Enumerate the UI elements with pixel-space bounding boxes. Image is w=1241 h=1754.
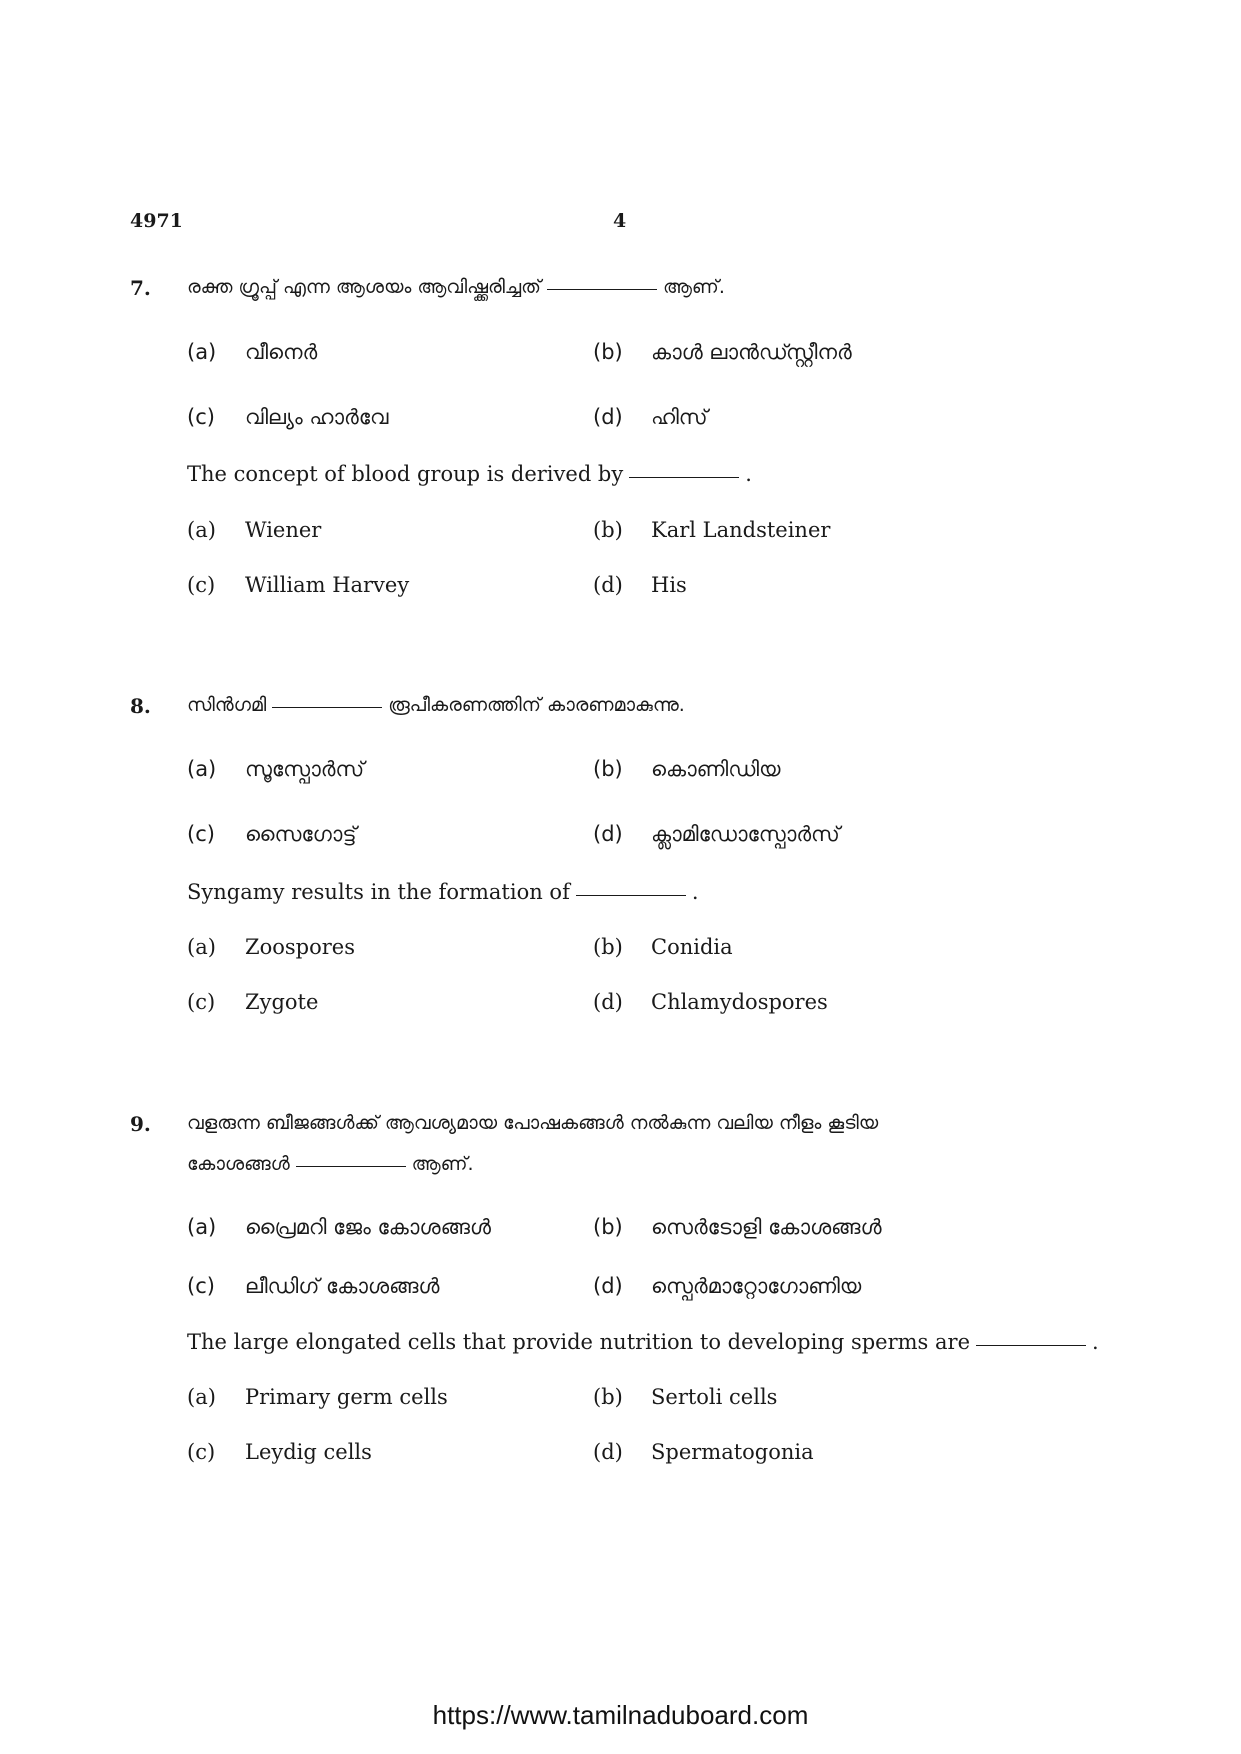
option-a-ml: (a) വീനെർ bbox=[187, 340, 318, 364]
footer-url: https://www.tamilnaduboard.com bbox=[432, 1700, 809, 1730]
answer-blank bbox=[976, 1344, 1086, 1346]
option-c-ml: (c) വില്യം ഹാർവേ bbox=[187, 405, 389, 429]
option-c-en: (c) Leydig cells bbox=[187, 1440, 372, 1464]
answer-blank bbox=[296, 1165, 406, 1167]
option-c-ml: (c) സൈഗോട്ട് bbox=[187, 822, 357, 846]
option-d-ml: (d) സ്പെർമാറ്റോഗോണിയ bbox=[593, 1274, 862, 1298]
option-a-en: (a) Zoospores bbox=[187, 935, 355, 959]
option-d-en: (d) Chlamydospores bbox=[593, 990, 828, 1014]
answer-blank bbox=[576, 894, 686, 896]
question-prompt-en: Syngamy results in the formation of . bbox=[187, 880, 699, 904]
option-d-en: (d) His bbox=[593, 573, 687, 597]
option-b-en: (b) Sertoli cells bbox=[593, 1385, 778, 1409]
paper-code: 4971 bbox=[130, 210, 183, 232]
question-prompt-en: The large elongated cells that provide nutrition to developing sperms are . bbox=[187, 1330, 1099, 1354]
question-number: 9. bbox=[130, 1112, 151, 1136]
answer-blank bbox=[272, 706, 382, 708]
option-b-en: (b) Karl Landsteiner bbox=[593, 518, 831, 542]
option-b-ml: (b) സെർടോളി കോശങ്ങൾ bbox=[593, 1215, 882, 1239]
option-b-en: (b) Conidia bbox=[593, 935, 733, 959]
option-a-ml: (a) പ്രൈമറി ജേം കോശങ്ങൾ bbox=[187, 1215, 491, 1239]
option-d-en: (d) Spermatogonia bbox=[593, 1440, 814, 1464]
option-a-en: (a) Wiener bbox=[187, 518, 322, 542]
question-prompt-en: The concept of blood group is derived by . bbox=[187, 462, 752, 486]
option-d-ml: (d) ക്ലാമിഡോസ്പോർസ് bbox=[593, 822, 840, 846]
option-a-ml: (a) സൂസ്പോർസ് bbox=[187, 757, 365, 781]
question-number: 8. bbox=[130, 694, 151, 718]
option-a-en: (a) Primary germ cells bbox=[187, 1385, 448, 1409]
option-c-en: (c) William Harvey bbox=[187, 573, 410, 597]
page-number: 4 bbox=[613, 210, 627, 232]
option-c-en: (c) Zygote bbox=[187, 990, 319, 1014]
question-prompt-ml: രക്ത ഗ്രൂപ്പ് എന്ന ആശയം ആവിഷ്ക്കരിച്ചത് ആണ്. bbox=[187, 276, 725, 298]
option-b-ml: (b) കൊണിഡിയ bbox=[593, 757, 781, 781]
question-prompt-ml: സിൻഗമി രൂപീകരണത്തിന് കാരണമാകുന്നു. bbox=[187, 694, 685, 716]
question-prompt-ml-line1: വളരുന്ന ബീജങ്ങൾക്ക് ആവശ്യമായ പോഷകങ്ങൾ നൽകുന്ന വലിയ നീളം കൂടിയ bbox=[187, 1112, 879, 1134]
option-c-ml: (c) ലീഡിഗ് കോശങ്ങൾ bbox=[187, 1274, 440, 1298]
option-d-ml: (d) ഹിസ് bbox=[593, 405, 708, 429]
question-number: 7. bbox=[130, 276, 151, 300]
answer-blank bbox=[547, 288, 657, 290]
question-prompt-ml: കോശങ്ങൾ ആണ്. bbox=[187, 1153, 474, 1175]
answer-blank bbox=[629, 476, 739, 478]
option-b-ml: (b) കാൾ ലാൻഡ്സ്റ്റീനർ bbox=[593, 340, 852, 364]
